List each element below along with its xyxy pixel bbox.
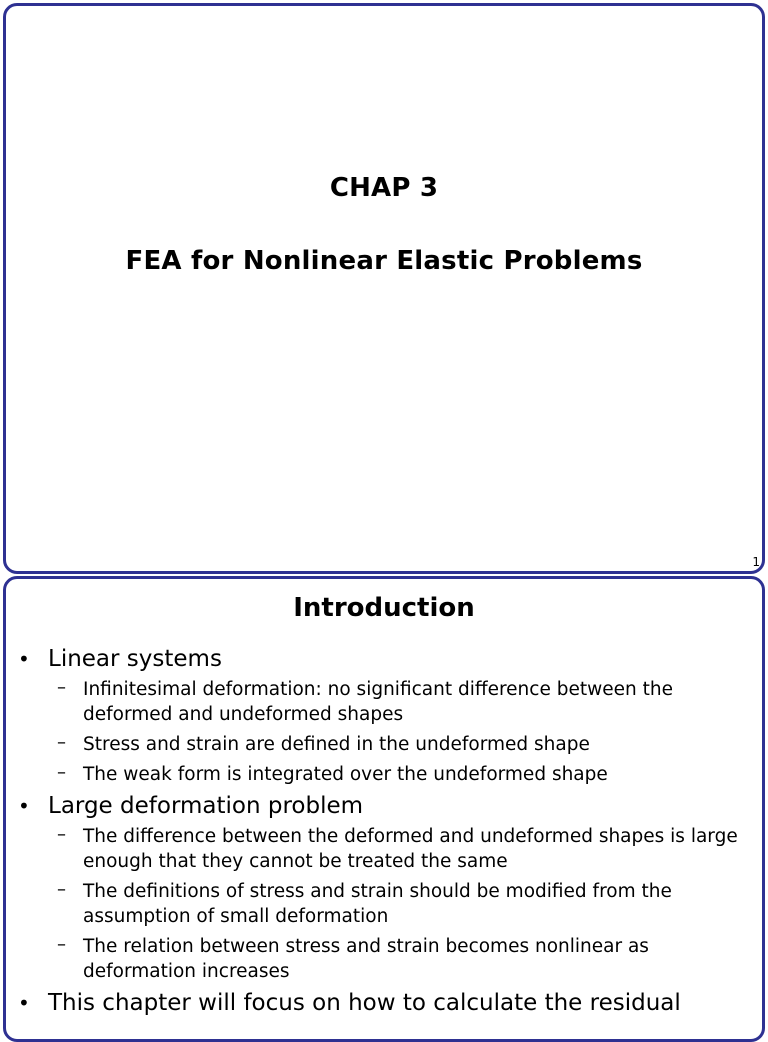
dash-icon: –	[57, 677, 66, 698]
dash-icon: –	[57, 762, 66, 783]
sub-item	[48, 732, 752, 757]
sub-list	[48, 677, 752, 787]
chapter-subtitle: FEA for Nonlinear Elastic Problems	[125, 246, 643, 276]
bullet-dot-icon: •	[18, 794, 30, 818]
sub-list	[48, 824, 752, 984]
title-slide	[3, 3, 765, 574]
chapter-title: CHAP 3	[329, 173, 439, 203]
sub-item	[48, 677, 752, 727]
dash-icon: –	[57, 824, 66, 845]
sub-item	[48, 934, 752, 984]
introduction-slide	[3, 576, 765, 1042]
bullet-item	[18, 645, 752, 787]
bullet-dot-icon: •	[18, 647, 30, 671]
bullet-item	[18, 989, 752, 1017]
bullet-text: This chapter will focus on how to calculate the residual	[48, 990, 681, 1016]
dash-icon: –	[57, 732, 66, 753]
sub-text: The definitions of stress and strain should be modified from the assumption of small deformation	[83, 881, 672, 927]
bullet-text: Linear systems	[48, 646, 222, 672]
sub-text: The difference between the deformed and undeformed shapes is large enough that they cannot be treated the same	[83, 826, 738, 872]
sub-item	[48, 879, 752, 929]
dash-icon: –	[57, 934, 66, 955]
sub-text: The weak form is integrated over the undeformed shape	[83, 764, 608, 785]
slide-heading: Introduction	[293, 593, 475, 623]
sub-item	[48, 824, 752, 874]
sub-item	[48, 762, 752, 787]
bullet-item	[18, 792, 752, 984]
sub-text: The relation between stress and strain becomes nonlinear as deformation increases	[83, 936, 649, 982]
dash-icon: –	[57, 879, 66, 900]
bullet-text: Large deformation problem	[48, 793, 364, 819]
bullet-list	[18, 645, 752, 1021]
slide-number: 1	[752, 555, 760, 569]
sub-text: Infinitesimal deformation: no significant difference between the deformed and undeformed shapes	[83, 679, 673, 725]
sub-text: Stress and strain are defined in the undeformed shape	[83, 734, 590, 755]
bullet-dot-icon: •	[18, 991, 30, 1015]
